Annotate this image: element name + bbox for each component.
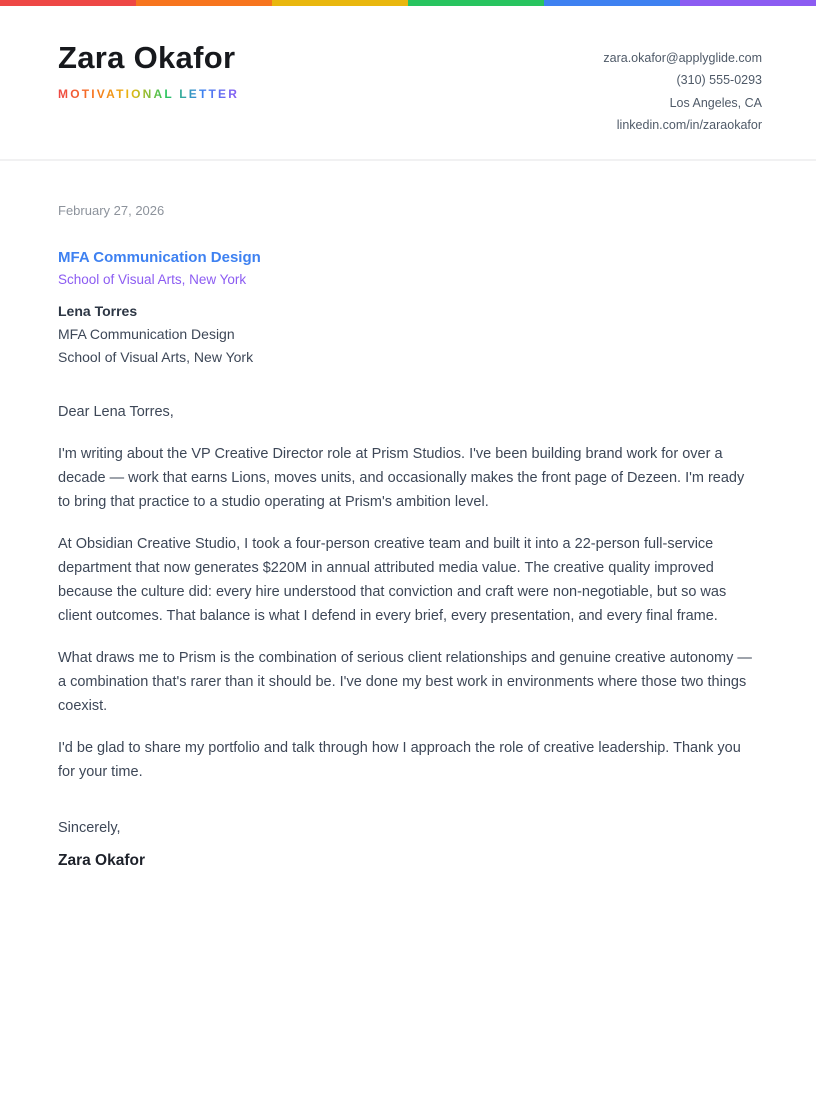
contact-info bbox=[603, 42, 762, 136]
letter-date: February 27, 2026 bbox=[58, 203, 165, 218]
header-subtitle: MOTIVATIONAL LETTER bbox=[58, 86, 240, 101]
letter-body bbox=[0, 161, 816, 870]
recipient-block bbox=[58, 300, 758, 369]
rainbow-stripe-segment-orange bbox=[136, 0, 272, 6]
signature-name: Zara Okafor bbox=[58, 852, 146, 869]
program-title: MFA Communication Design bbox=[58, 249, 261, 266]
salutation: Dear Lena Torres, bbox=[58, 404, 174, 420]
recipient-name: Lena Torres bbox=[58, 303, 138, 319]
recipient-line: School of Visual Arts, New York bbox=[58, 349, 254, 365]
contact-linkedin: linkedin.com/in/zaraokafor bbox=[616, 117, 762, 132]
school-name: School of Visual Arts, New York bbox=[58, 272, 247, 287]
rainbow-stripe-segment-green bbox=[408, 0, 544, 6]
subtitle-wrap bbox=[58, 85, 239, 103]
contact-location: Los Angeles, CA bbox=[669, 95, 762, 110]
closing: Sincerely, bbox=[58, 820, 121, 836]
letter-paragraph: I'm writing about the VP Creative Director role at Prism Studios. I've been building brand work for over a decade — work that earns Lions, moves units, and occasionally makes the front page of Dezeen. I'm ready to bring that practice to a studio operating at Prism's ambition level. bbox=[58, 446, 745, 510]
rainbow-stripe-segment-purple bbox=[680, 0, 816, 6]
contact-email: zara.okafor@applyglide.com bbox=[603, 51, 762, 65]
letter-paragraph: What draws me to Prism is the combination of serious client relationships and genuine creative autonomy — a combination that's rarer than it should be. I've done my best work in environments where those two things coexist. bbox=[58, 650, 752, 714]
contact-phone: (310) 555-0293 bbox=[676, 73, 762, 88]
name-block bbox=[58, 42, 239, 103]
rainbow-stripe-segment-blue bbox=[544, 0, 680, 6]
letter-paragraph: I'd be glad to share my portfolio and talk through how I approach the role of creative leadership. Thank you for your time. bbox=[58, 740, 741, 780]
letter-header bbox=[0, 6, 816, 161]
rainbow-stripe-segment-red bbox=[0, 0, 136, 6]
page-title: Zara Okafor bbox=[58, 40, 236, 75]
rainbow-stripe bbox=[0, 0, 816, 6]
letter-paragraph: At Obsidian Creative Studio, I took a four-person creative team and built it into a 22-person full-service department that now generates $220M in annual attributed media value. The creative quality improved because the culture did: every hire understood that conviction and craft were non-negotiable, but so was client outcomes. That balance is what I defend in every brief, every presentation, and every final frame. bbox=[58, 536, 727, 624]
rainbow-stripe-segment-yellow bbox=[272, 0, 408, 6]
recipient-line: MFA Communication Design bbox=[58, 326, 235, 342]
program-block bbox=[58, 249, 758, 287]
